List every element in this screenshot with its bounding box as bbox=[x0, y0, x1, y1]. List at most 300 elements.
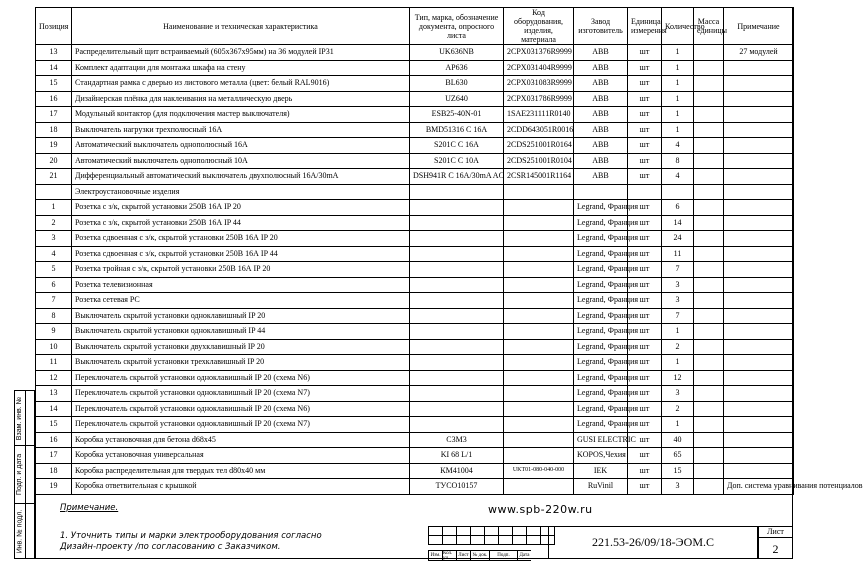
section-row bbox=[36, 184, 794, 200]
cell-note bbox=[724, 293, 794, 309]
cell-code: 2CPX031376R9999 bbox=[504, 45, 574, 61]
cell-mass bbox=[694, 417, 724, 433]
cell-unit: шт bbox=[628, 138, 662, 154]
stamp-label: Лист bbox=[456, 551, 470, 560]
cell-mass bbox=[694, 432, 724, 448]
header-mass: Масса единицы bbox=[694, 8, 724, 45]
cell-mass bbox=[694, 401, 724, 417]
cell-pos: 17 bbox=[36, 448, 72, 464]
cell-name: Розетка с з/к, скрытой установки 250В 16А IP 20 bbox=[72, 200, 410, 216]
header-note: Примечание bbox=[724, 8, 794, 45]
table-row bbox=[36, 107, 794, 123]
cell-maker: Legrand, Франция bbox=[574, 417, 628, 433]
cell-qty: 3 bbox=[662, 277, 694, 293]
cell-note bbox=[724, 432, 794, 448]
cell-qty: 1 bbox=[662, 122, 694, 138]
cell-name: Выключатель скрытой установки трехклавишный IP 20 bbox=[72, 355, 410, 371]
table-row bbox=[36, 45, 794, 61]
cell-pos: 1 bbox=[36, 200, 72, 216]
cell-type bbox=[410, 246, 504, 262]
cell-note bbox=[724, 370, 794, 386]
cell-code bbox=[504, 401, 574, 417]
cell-name: Переключатель скрытой установки одноклавишный IP 20 (схема N6) bbox=[72, 401, 410, 417]
document-code: 221.53-26/09/18-ЭОМ.С bbox=[548, 526, 758, 559]
cell-note bbox=[724, 200, 794, 216]
cell-name: Коробка ответвительная с крышкой bbox=[72, 479, 410, 495]
cell-maker: Legrand, Франция bbox=[574, 246, 628, 262]
cell-maker: Legrand, Франция bbox=[574, 231, 628, 247]
cell-unit: шт bbox=[628, 60, 662, 76]
cell-code bbox=[504, 370, 574, 386]
cell-type bbox=[410, 293, 504, 309]
cell-type: КМ41004 bbox=[410, 463, 504, 479]
cell-pos: 11 bbox=[36, 355, 72, 371]
cell-qty: 15 bbox=[662, 463, 694, 479]
cell-name: Коробка распределительная для твердых тел d80x40 мм bbox=[72, 463, 410, 479]
cell-code bbox=[504, 215, 574, 231]
table-row bbox=[36, 448, 794, 464]
table-row bbox=[36, 308, 794, 324]
cell-qty: 40 bbox=[662, 432, 694, 448]
cell-code: 2CDS251001R0104 bbox=[504, 153, 574, 169]
cell-unit: шт bbox=[628, 355, 662, 371]
cell-code: 1SAE231111R0140 bbox=[504, 107, 574, 123]
cell-pos: 6 bbox=[36, 277, 72, 293]
cell-code: 2CPX031786R9999 bbox=[504, 91, 574, 107]
cell-pos: 16 bbox=[36, 91, 72, 107]
table-row bbox=[36, 401, 794, 417]
cell-code: 2CPX031083R9999 bbox=[504, 76, 574, 92]
cell-code bbox=[504, 479, 574, 495]
cell-maker: ABB bbox=[574, 138, 628, 154]
cell-maker: ABB bbox=[574, 122, 628, 138]
table-row bbox=[36, 417, 794, 433]
cell-maker: KOPOS,Чехия bbox=[574, 448, 628, 464]
header-type: Тип, марка, обозначение документа, опросного листа bbox=[410, 8, 504, 45]
cell-type bbox=[410, 355, 504, 371]
side-stamp bbox=[14, 390, 35, 559]
notes-title: Примечание. bbox=[60, 503, 119, 513]
cell-pos: 19 bbox=[36, 138, 72, 154]
cell-type bbox=[410, 231, 504, 247]
cell-note bbox=[724, 463, 794, 479]
cell-code bbox=[504, 277, 574, 293]
cell-unit: шт bbox=[628, 200, 662, 216]
cell-maker: ABB bbox=[574, 107, 628, 123]
cell-type: AP636 bbox=[410, 60, 504, 76]
cell-code bbox=[504, 339, 574, 355]
cell-note bbox=[724, 355, 794, 371]
cell-name: Переключатель скрытой установки одноклавишный IP 20 (схема N6) bbox=[72, 370, 410, 386]
cell-note: Доп. система уравнивания потенциалов bbox=[724, 479, 794, 495]
cell-note bbox=[724, 324, 794, 340]
table-row bbox=[36, 169, 794, 185]
table-row bbox=[36, 277, 794, 293]
cell-name: Переключатель скрытой установки одноклавишный IP 20 (схема N7) bbox=[72, 386, 410, 402]
cell-unit: шт bbox=[628, 432, 662, 448]
cell-qty: 2 bbox=[662, 401, 694, 417]
cell-note bbox=[724, 401, 794, 417]
cell-type bbox=[410, 386, 504, 402]
cell-unit: шт bbox=[628, 91, 662, 107]
cell-note bbox=[724, 277, 794, 293]
sheet-label: Лист bbox=[759, 527, 792, 538]
table-row bbox=[36, 231, 794, 247]
cell-note bbox=[724, 215, 794, 231]
header-code: Код оборудования, изделия, материала bbox=[504, 8, 574, 45]
cell-code bbox=[504, 200, 574, 216]
cell-note bbox=[724, 76, 794, 92]
table-row bbox=[36, 246, 794, 262]
cell-qty: 11 bbox=[662, 246, 694, 262]
cell-note bbox=[724, 107, 794, 123]
cell-mass bbox=[694, 91, 724, 107]
cell-mass bbox=[694, 479, 724, 495]
cell-note bbox=[724, 122, 794, 138]
spec-table bbox=[35, 7, 863, 495]
cell-maker: ABB bbox=[574, 76, 628, 92]
cell-maker: Legrand, Франция bbox=[574, 401, 628, 417]
cell-qty: 3 bbox=[662, 386, 694, 402]
cell-qty: 1 bbox=[662, 107, 694, 123]
cell-qty: 3 bbox=[662, 479, 694, 495]
cell-name: Стандартная рамка с дверью из листового металла (цвет: белый RAL9016) bbox=[72, 76, 410, 92]
cell-name: Выключатель нагрузки трехполюсный 16А bbox=[72, 122, 410, 138]
cell-unit: шт bbox=[628, 277, 662, 293]
cell-mass bbox=[694, 246, 724, 262]
stamp-label: Подп. bbox=[489, 551, 517, 560]
notes-line-2: Дизайн-проекту /по согласованию с Заказчиком. bbox=[60, 542, 281, 552]
cell-maker: Legrand, Франция bbox=[574, 355, 628, 371]
cell-maker: Legrand, Франция bbox=[574, 200, 628, 216]
cell-note bbox=[724, 386, 794, 402]
stamp-label: № док. bbox=[470, 551, 489, 560]
cell-note bbox=[724, 246, 794, 262]
cell-name: Выключатель скрытой установки одноклавишный IP 20 bbox=[72, 308, 410, 324]
cell-code bbox=[504, 417, 574, 433]
cell-unit: шт bbox=[628, 76, 662, 92]
table-row bbox=[36, 339, 794, 355]
cell-code bbox=[504, 293, 574, 309]
cell-type bbox=[410, 277, 504, 293]
cell-type: С3М3 bbox=[410, 432, 504, 448]
cell-qty: 14 bbox=[662, 215, 694, 231]
cell-mass bbox=[694, 169, 724, 185]
cell-maker: Legrand, Франция bbox=[574, 339, 628, 355]
cell-mass bbox=[694, 339, 724, 355]
cell-note bbox=[724, 60, 794, 76]
cell-pos: 15 bbox=[36, 76, 72, 92]
cell-mass bbox=[694, 153, 724, 169]
cell-maker: IEK bbox=[574, 463, 628, 479]
cell-qty: 4 bbox=[662, 138, 694, 154]
cell-note bbox=[724, 448, 794, 464]
header-name: Наименование и техническая характеристика bbox=[72, 8, 410, 45]
table-header-row bbox=[36, 8, 794, 45]
cell-code bbox=[504, 448, 574, 464]
side-label-podp: Подп. и дата bbox=[16, 453, 24, 495]
cell-maker: Legrand, Франция bbox=[574, 262, 628, 278]
stamp-label: Кол. уч. bbox=[442, 551, 456, 560]
cell-note bbox=[724, 262, 794, 278]
side-label-inv: Инв. № подл. bbox=[16, 509, 24, 554]
cell-name: Розетка сдвоенная с з/к, скрытой установки 250В 16А IP 20 bbox=[72, 231, 410, 247]
cell-name: Коробка установочная универсальная bbox=[72, 448, 410, 464]
cell-mass bbox=[694, 138, 724, 154]
cell-code bbox=[504, 308, 574, 324]
cell-name: Розетка сетевая PC bbox=[72, 293, 410, 309]
cell-pos: 9 bbox=[36, 324, 72, 340]
cell-mass bbox=[694, 215, 724, 231]
cell-note bbox=[724, 153, 794, 169]
cell-note: 27 модулей bbox=[724, 45, 794, 61]
cell-unit: шт bbox=[628, 107, 662, 123]
cell-qty: 1 bbox=[662, 76, 694, 92]
table-row bbox=[36, 370, 794, 386]
table-row bbox=[36, 479, 794, 495]
cell-pos: 21 bbox=[36, 169, 72, 185]
cell-qty: 1 bbox=[662, 45, 694, 61]
cell-type bbox=[410, 308, 504, 324]
cell-mass bbox=[694, 463, 724, 479]
stamp-label: Изм. bbox=[428, 551, 442, 560]
cell-name: Автоматический выключатель однополюсный 10А bbox=[72, 153, 410, 169]
cell-pos: 12 bbox=[36, 370, 72, 386]
cell-unit: шт bbox=[628, 463, 662, 479]
cell-maker: ABB bbox=[574, 91, 628, 107]
cell-unit: шт bbox=[628, 448, 662, 464]
cell-maker: Legrand, Франция bbox=[574, 215, 628, 231]
cell-note bbox=[724, 138, 794, 154]
cell-type bbox=[410, 401, 504, 417]
table-row bbox=[36, 355, 794, 371]
header-qty: Количество bbox=[662, 8, 694, 45]
cell-code bbox=[504, 432, 574, 448]
section-title: Электроустановочные изделия bbox=[72, 184, 410, 200]
cell-qty: 7 bbox=[662, 308, 694, 324]
table-row bbox=[36, 324, 794, 340]
cell-mass bbox=[694, 386, 724, 402]
cell-pos: 2 bbox=[36, 215, 72, 231]
header-pos: Позиция bbox=[36, 8, 72, 45]
cell-unit: шт bbox=[628, 339, 662, 355]
cell-mass bbox=[694, 107, 724, 123]
cell-qty: 65 bbox=[662, 448, 694, 464]
cell-code: 2CDD643051R0016 bbox=[504, 122, 574, 138]
cell-note bbox=[724, 169, 794, 185]
header-unit: Единица измерения bbox=[628, 8, 662, 45]
cell-type: ESB25-40N-01 bbox=[410, 107, 504, 123]
cell-unit: шт bbox=[628, 45, 662, 61]
table-row bbox=[36, 76, 794, 92]
cell-pos: 5 bbox=[36, 262, 72, 278]
cell-type: UZ640 bbox=[410, 91, 504, 107]
cell-code bbox=[504, 262, 574, 278]
cell-maker: ABB bbox=[574, 153, 628, 169]
cell-code bbox=[504, 355, 574, 371]
cell-mass bbox=[694, 231, 724, 247]
table-row bbox=[36, 153, 794, 169]
cell-qty: 1 bbox=[662, 417, 694, 433]
cell-mass bbox=[694, 370, 724, 386]
cell-type: BMD51316 C 16A bbox=[410, 122, 504, 138]
cell-qty: 1 bbox=[662, 91, 694, 107]
cell-pos: 8 bbox=[36, 308, 72, 324]
table-row bbox=[36, 262, 794, 278]
side-label-vzam: Взам. инв. № bbox=[16, 396, 23, 440]
cell-code bbox=[504, 324, 574, 340]
cell-type: UK636NB bbox=[410, 45, 504, 61]
cell-mass bbox=[694, 262, 724, 278]
cell-pos: 3 bbox=[36, 231, 72, 247]
cell-type: ТУСО10157 bbox=[410, 479, 504, 495]
cell-pos: 18 bbox=[36, 463, 72, 479]
cell-unit: шт bbox=[628, 479, 662, 495]
cell-name: Выключатель скрытой установки одноклавишный IP 44 bbox=[72, 324, 410, 340]
cell-pos: 15 bbox=[36, 417, 72, 433]
cell-name: Розетка с з/к, скрытой установки 250В 16А IP 44 bbox=[72, 215, 410, 231]
cell-pos: 13 bbox=[36, 45, 72, 61]
cell-name: Коробка установочная для бетона d68x45 bbox=[72, 432, 410, 448]
cell-pos: 19 bbox=[36, 479, 72, 495]
cell-mass bbox=[694, 60, 724, 76]
cell-maker: Legrand, Франция bbox=[574, 324, 628, 340]
cell-code: 2CSR145001R1164 bbox=[504, 169, 574, 185]
cell-code: 2CPX031404R9999 bbox=[504, 60, 574, 76]
cell-type bbox=[410, 200, 504, 216]
cell-pos: 20 bbox=[36, 153, 72, 169]
cell-unit: шт bbox=[628, 215, 662, 231]
cell-code: UKT01-080-040-000 bbox=[504, 463, 574, 479]
table-row bbox=[36, 463, 794, 479]
cell-mass bbox=[694, 45, 724, 61]
cell-maker: Legrand, Франция bbox=[574, 370, 628, 386]
cell-type bbox=[410, 417, 504, 433]
cell-type: S201C C 16A bbox=[410, 138, 504, 154]
cell-maker: ABB bbox=[574, 45, 628, 61]
cell-unit: шт bbox=[628, 153, 662, 169]
cell-name: Модульный контактор (для подключения мастер выключателя) bbox=[72, 107, 410, 123]
cell-name: Распределительный щит встраиваемый (605x367x95мм) на 36 модулей IP31 bbox=[72, 45, 410, 61]
cell-note bbox=[724, 339, 794, 355]
cell-maker: ABB bbox=[574, 60, 628, 76]
cell-pos: 16 bbox=[36, 432, 72, 448]
table-row bbox=[36, 293, 794, 309]
cell-code bbox=[504, 386, 574, 402]
cell-note bbox=[724, 231, 794, 247]
header-maker: Завод изготовитель bbox=[574, 8, 628, 45]
cell-pos: 10 bbox=[36, 339, 72, 355]
cell-name: Выключатель скрытой установки двухклавишный IP 20 bbox=[72, 339, 410, 355]
cell-qty: 1 bbox=[662, 324, 694, 340]
cell-type bbox=[410, 262, 504, 278]
cell-unit: шт bbox=[628, 231, 662, 247]
notes-block bbox=[60, 503, 322, 553]
cell-type bbox=[410, 324, 504, 340]
cell-type: DSH941R C 16A/30mA AC bbox=[410, 169, 504, 185]
table-row bbox=[36, 200, 794, 216]
cell-mass bbox=[694, 122, 724, 138]
cell-qty: 8 bbox=[662, 153, 694, 169]
cell-code bbox=[504, 231, 574, 247]
cell-mass bbox=[694, 324, 724, 340]
cell-pos: 18 bbox=[36, 122, 72, 138]
cell-name: Переключатель скрытой установки одноклавишный IP 20 (схема N7) bbox=[72, 417, 410, 433]
cell-type: BL630 bbox=[410, 76, 504, 92]
sheet-number: 2 bbox=[772, 542, 779, 556]
website-url[interactable]: www.spb-220w.ru bbox=[488, 503, 593, 516]
cell-unit: шт bbox=[628, 401, 662, 417]
cell-unit: шт bbox=[628, 122, 662, 138]
cell-unit: шт bbox=[628, 246, 662, 262]
cell-qty: 4 bbox=[662, 169, 694, 185]
cell-type bbox=[410, 370, 504, 386]
table-row bbox=[36, 60, 794, 76]
table-row bbox=[36, 91, 794, 107]
cell-mass bbox=[694, 448, 724, 464]
cell-maker: Legrand, Франция bbox=[574, 386, 628, 402]
cell-pos: 14 bbox=[36, 401, 72, 417]
cell-name: Дифференциальный автоматический выключатель двухполюсный 16А/30mA bbox=[72, 169, 410, 185]
stamp-label: Дата bbox=[517, 551, 531, 560]
cell-unit: шт bbox=[628, 169, 662, 185]
cell-type bbox=[410, 215, 504, 231]
cell-mass bbox=[694, 200, 724, 216]
cell-mass bbox=[694, 76, 724, 92]
cell-mass bbox=[694, 277, 724, 293]
cell-unit: шт bbox=[628, 324, 662, 340]
cell-maker: Legrand, Франция bbox=[574, 308, 628, 324]
cell-name: Автоматический выключатель однополюсный 16А bbox=[72, 138, 410, 154]
cell-mass bbox=[694, 293, 724, 309]
cell-unit: шт bbox=[628, 370, 662, 386]
cell-name: Розетка сдвоенная с з/к, скрытой установки 250В 16А IP 44 bbox=[72, 246, 410, 262]
cell-qty: 1 bbox=[662, 355, 694, 371]
cell-pos: 13 bbox=[36, 386, 72, 402]
cell-qty: 3 bbox=[662, 293, 694, 309]
cell-unit: шт bbox=[628, 293, 662, 309]
cell-maker: GUSI ELECTRIC bbox=[574, 432, 628, 448]
cell-name: Комплект адаптации для монтажа шкафа на стену bbox=[72, 60, 410, 76]
cell-pos: 17 bbox=[36, 107, 72, 123]
cell-qty: 1 bbox=[662, 60, 694, 76]
cell-maker: Legrand, Франция bbox=[574, 277, 628, 293]
cell-maker: Legrand, Франция bbox=[574, 293, 628, 309]
cell-pos: 4 bbox=[36, 246, 72, 262]
cell-qty: 24 bbox=[662, 231, 694, 247]
cell-type: S201C C 10A bbox=[410, 153, 504, 169]
cell-name: Розетка телевизионная bbox=[72, 277, 410, 293]
cell-type: KI 68 L/1 bbox=[410, 448, 504, 464]
cell-unit: шт bbox=[628, 417, 662, 433]
table-row bbox=[36, 432, 794, 448]
cell-code: 2CDS251001R0164 bbox=[504, 138, 574, 154]
cell-mass bbox=[694, 308, 724, 324]
cell-note bbox=[724, 308, 794, 324]
cell-note bbox=[724, 417, 794, 433]
table-row bbox=[36, 215, 794, 231]
cell-maker: ABB bbox=[574, 169, 628, 185]
cell-unit: шт bbox=[628, 308, 662, 324]
cell-pos: 7 bbox=[36, 293, 72, 309]
cell-unit: шт bbox=[628, 262, 662, 278]
cell-qty: 6 bbox=[662, 200, 694, 216]
cell-unit: шт bbox=[628, 386, 662, 402]
cell-note bbox=[724, 91, 794, 107]
cell-mass bbox=[694, 355, 724, 371]
table-row bbox=[36, 386, 794, 402]
table-row bbox=[36, 138, 794, 154]
